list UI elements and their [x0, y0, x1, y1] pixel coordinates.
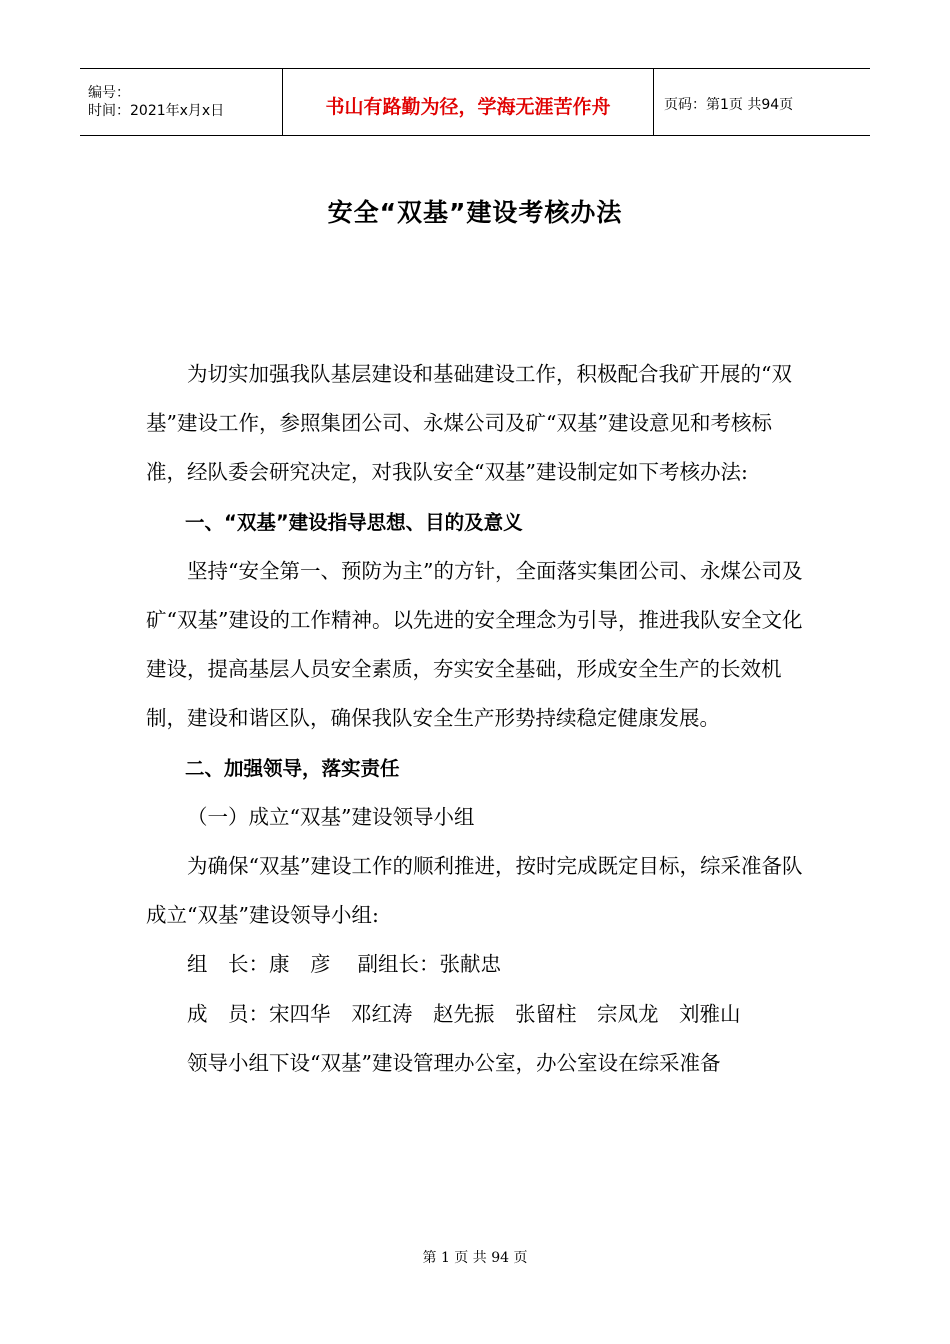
office-paragraph: 领导小组下设“双基”建设管理办公室，办公室设在综采准备 [187, 1050, 721, 1075]
intro-paragraph: 为切实加强我队基层建设和基础建设工作，积极配合我矿开展的“双基”建设工作，参照集团公司、永煤公司及矿“双基”建设意见和考核标准，经队委会研究决定，对我队安全“双基”建设制定如下考核办法: [146, 362, 792, 485]
header-page-info [654, 69, 870, 135]
page-footer: 第 1 页 共 94 页 [422, 1250, 528, 1266]
header-motto [282, 69, 654, 135]
motto-text: 书山有路勤为径，学海无涯苦作舟 [325, 95, 611, 118]
section-1-heading: 一、“双基”建设指导思想、目的及意义 [185, 510, 523, 534]
page-info-text: 页码：第1页 共94页 [664, 97, 794, 113]
subsection-1-heading: （一）成立“双基”建设领导小组 [187, 804, 475, 829]
document-header [80, 68, 870, 136]
header-meta [80, 69, 282, 135]
document-body [146, 350, 806, 1088]
members-line: 成 员：宋四华 邓红涛 赵先振 张留柱 宗凤龙 刘雅山 [187, 1001, 741, 1026]
subsection-1-paragraph: 为确保“双基”建设工作的顺利推进，按时完成既定目标，综采准备队成立“双基”建设领导小组: [146, 854, 803, 928]
section-2-heading: 二、加强领导，落实责任 [185, 756, 400, 780]
leader-line: 组 长：康 彦 副组长：张献忠 [187, 952, 502, 977]
number-label: 编号： [88, 85, 130, 101]
time-label: 时间：2021年x月x日 [88, 103, 225, 119]
section-1-paragraph: 坚持“安全第一、预防为主”的方针，全面落实集团公司、永煤公司及矿“双基”建设的工作精神。以先进的安全理念为引导，推进我队安全文化建设，提高基层人员安全素质，夯实安全基础，形成安全生产的长效机制，建设和谐区队，确保我队安全生产形势持续稳定健康发展。 [146, 558, 803, 731]
document-title: 安全“双基”建设考核办法 [327, 198, 623, 227]
